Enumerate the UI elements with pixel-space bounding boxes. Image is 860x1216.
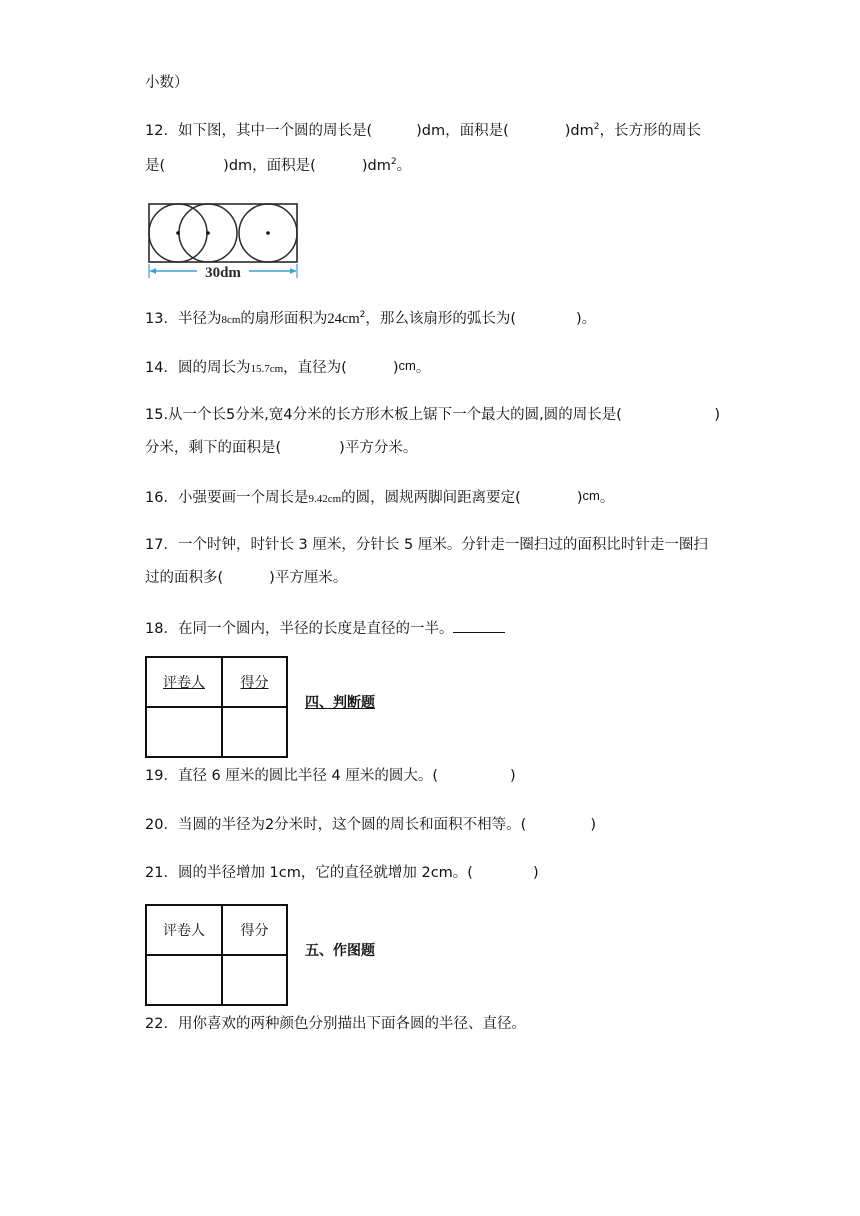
- text: 。: [415, 360, 431, 376]
- score-label: 得分: [240, 923, 269, 939]
- text: )平方厘米。: [269, 570, 348, 586]
- text: ): [590, 817, 597, 833]
- rectangle-shape: [149, 204, 297, 262]
- text: 过的面积多(: [145, 570, 224, 586]
- question-20: [145, 815, 596, 835]
- text: )dm，面积是(: [223, 158, 316, 174]
- question-17-line1: [145, 535, 708, 555]
- text: ，那么该扇形的弧长为(: [365, 311, 517, 327]
- reviewer-label: 评卷人: [163, 923, 205, 939]
- text: ): [392, 360, 399, 376]
- text: )dm: [564, 123, 594, 139]
- text: 。: [396, 158, 412, 174]
- reviewer-input-cell[interactable]: [146, 707, 222, 757]
- text: cm: [398, 358, 416, 373]
- text: ): [714, 407, 720, 423]
- question-16: [145, 486, 614, 509]
- superscript: 2: [359, 310, 366, 321]
- arrow-head: [150, 268, 156, 274]
- question-14: [145, 356, 430, 379]
- text: ，直径为(: [283, 360, 347, 376]
- reviewer-cell: [146, 905, 222, 955]
- question-22: [145, 1014, 526, 1034]
- text: 19．直径 6 厘米的圆比半径 4 厘米的圆大。(: [145, 768, 438, 784]
- text: )平方分米。: [339, 440, 418, 456]
- text: cm: [582, 488, 600, 503]
- text: 24cm: [327, 311, 360, 327]
- text: 小数）: [145, 75, 189, 91]
- text: 的圆，圆规两脚间距离要定(: [341, 490, 521, 506]
- superscript: 2: [390, 157, 397, 168]
- reviewer-input-cell[interactable]: [146, 955, 222, 1005]
- score-cell: [222, 905, 287, 955]
- reviewer-cell: [146, 657, 222, 707]
- question-12-line1: [145, 121, 701, 141]
- score-input-cell[interactable]: [222, 707, 287, 757]
- score-label: 得分: [240, 675, 269, 691]
- score-table: [145, 656, 288, 758]
- text: 9.42cm: [308, 493, 342, 505]
- text: ): [532, 865, 539, 881]
- text: 8cm: [221, 314, 241, 326]
- text: 12．如下图，其中一个圆的周长是(: [145, 123, 373, 139]
- arrow-head: [290, 268, 296, 274]
- question-21: [145, 863, 539, 883]
- text: 18．在同一个圆内，半径的长度是直径的一半。: [145, 621, 454, 637]
- text: 16．小强要画一个周长是: [145, 490, 309, 506]
- text: ): [576, 490, 583, 506]
- score-cell: [222, 657, 287, 707]
- question-15-line2: [145, 438, 417, 458]
- superscript: 2: [593, 122, 600, 133]
- center-dot: [176, 231, 180, 235]
- section-title: 四、判断题: [305, 695, 375, 711]
- text: 22．用你喜欢的两种颜色分别描出下面各圆的半径、直径。: [145, 1016, 526, 1032]
- text-line: [145, 73, 189, 93]
- text: )dm: [361, 158, 391, 174]
- center-dot: [266, 231, 270, 235]
- question-19: [145, 766, 516, 786]
- question-12-line2: [145, 156, 411, 176]
- text: )dm，面积是(: [416, 123, 509, 139]
- text: 20．当圆的半径为2分米时，这个圆的周长和面积不相等。(: [145, 817, 527, 833]
- center-dot: [206, 231, 210, 235]
- section-title: 五、作图题: [305, 943, 375, 959]
- text: ): [510, 768, 516, 784]
- dimension-label: 30dm: [205, 265, 241, 281]
- question-13: [145, 309, 596, 330]
- text: 17．一个时钟，时针长 3 厘米，分针长 5 厘米。分针走一圈扫过的面积比时针走一圈扫: [145, 537, 708, 553]
- text: ，长方形的周长: [599, 123, 701, 139]
- text: 分米，剩下的面积是(: [145, 440, 282, 456]
- text: 21．圆的半径增加 1cm，它的直径就增加 2cm。(: [145, 865, 473, 881]
- question-15-line1: [145, 405, 720, 425]
- score-input-cell[interactable]: [222, 955, 287, 1005]
- text: 的扇形面积为: [240, 311, 328, 327]
- reviewer-label: 评卷人: [163, 675, 205, 691]
- text: 13．半径为: [145, 311, 222, 327]
- text: 14．圆的周长为: [145, 360, 251, 376]
- text: 15.从一个长5分米,宽4分米的长方形木板上锯下一个最大的圆,圆的周长是(: [145, 407, 622, 423]
- question-18: [145, 618, 505, 639]
- answer-underline[interactable]: [453, 618, 505, 633]
- text: 15.7cm: [250, 363, 284, 375]
- question-17-line2: [145, 568, 347, 588]
- score-table: [145, 904, 288, 1006]
- text: 。: [599, 490, 615, 506]
- circles-figure: [145, 198, 303, 282]
- text: 是(: [145, 158, 166, 174]
- text: )。: [576, 311, 597, 327]
